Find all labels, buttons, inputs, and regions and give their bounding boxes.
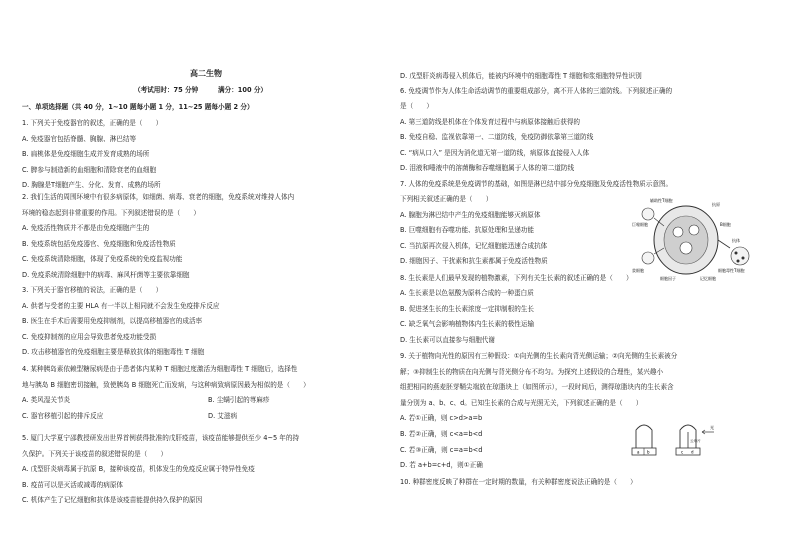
q1-line-1: A. 免疫器官包括脊髓、胸腺、淋巴结等 — [22, 134, 137, 143]
fig7-label-5: 细胞因子 — [660, 276, 676, 281]
fig7-label-1: 抗原 — [712, 202, 720, 207]
q3-line-2: B. 医生在手术后需要用免疫抑制剂，以提高移植器官的成活率 — [22, 317, 203, 326]
q5-line-2: A. 戊型肝炎病毒属于抗原 B，接种该疫苗，机体发生的免疫反应属于特异性免疫 — [22, 465, 255, 474]
q6-line-3: B. 免疫自稳、监视依靠第一、二道防线，免疫防御依靠第三道防线 — [400, 133, 594, 142]
q5-line-3: B. 疫苗可以是灭活或减毒的病原体 — [22, 480, 124, 489]
q8-line-1: A. 生长素是以色氨酸为原料合成的一种蛋白质 — [400, 289, 534, 298]
section-heading: 一、单项选择题（共 40 分，1~10 题每小题 1 分，11~25 题每小题 2 分） — [22, 103, 254, 111]
q4-line-2: A. 类风湿关节炎 — [22, 396, 71, 405]
q9-line-7: D. 若 a+b=c+d，则①正确 — [400, 461, 483, 470]
q4-line-3: B. 尘螨引起的荨麻疹 — [208, 396, 270, 405]
q3-line-1: A. 供者与受者的主要 HLA 有一半以上相同就不会发生免疫排斥反应 — [22, 301, 220, 310]
q2-line-5: D. 免疫系统清除细胞中的病毒、麻风杆菌等主要依靠细胞 — [22, 271, 190, 279]
q9-line-3: 量分别为 a、b、c、d。已知生长素的合成与光照无关，下列叙述正确的是（ ） — [400, 398, 643, 407]
q9-line-2: 组把相同的燕麦胚芽鞘尖端放在琼脂块上（如图所示），一段时间后，测得琼脂块内的生长素含 — [400, 383, 674, 392]
q7-line-1: 下列相关叙述正确的是（ ） — [400, 195, 493, 204]
exam-info: （考试用时：75 分钟 满分：100 分） — [134, 86, 268, 94]
q2-line-2: A. 免疫活性物质并不都是由免疫细胞产生的 — [22, 224, 150, 233]
q7-line-3: B. 巨噬细胞有吞噬功能、抗原处理和呈递功能 — [400, 226, 534, 235]
q1-line-3: C. 脾参与制造新的血细胞和清除衰老的血细胞 — [22, 165, 157, 174]
q5-line-1: 久保护。下列关于该疫苗的叙述错误的是（ ） — [22, 449, 168, 458]
q6-line-0: 6. 免疫调节作为人体生命活动调节的重要组成部分，离不开人体的三道防线。下列叙述正确的 — [400, 87, 673, 95]
q3-line-4: D. 攻击移植器官的免疫细胞主要是释放抗体的细胞毒性 T 细胞 — [22, 348, 205, 357]
q2-line-0: 2. 我们生活的周围环境中有很多病原体，如细菌、病毒、衰老的细胞，免疫系统对维持人体内 — [22, 193, 295, 201]
fig7-label-3: B细胞 — [720, 222, 731, 227]
q10-line: 10. 种群密度反映了种群在一定时期的数量，有关种群密度说法正确的是（ ） — [400, 478, 637, 486]
q8-line-4: D. 生长素可以直接参与细胞代谢 — [400, 335, 495, 344]
q3-line-0: 3. 下列关于器官移植的说法，正确的是（ ） — [22, 286, 163, 294]
fig7-label-7: 细胞毒性T细胞 — [718, 268, 745, 273]
lymph-node-figure — [630, 196, 760, 282]
fig7-label-2: 巨噬细胞 — [632, 222, 648, 227]
q4-line-4: C. 器官移植引起的排斥反应 — [22, 411, 104, 420]
q5-line-0: 5. 厦门大学夏宁邵教授研发出世界首例获得批准的戊肝疫苗，该疫苗能够提供至少 4~5 年的持 — [22, 434, 300, 442]
q6-line-1: 是（ ） — [400, 102, 433, 111]
fig9-label-d: d — [691, 449, 694, 455]
q5-line-4: C. 机体产生了记忆细胞和抗体是该疫苗能提供持久保护的原因 — [22, 496, 203, 505]
q3-line-3: C. 免疫抑制剂的应用会导致患者免疫功能受损 — [22, 332, 157, 341]
fig9-label-light: 光 — [710, 425, 714, 430]
fig7-label-4: 浆细胞 — [632, 268, 644, 273]
page-title: 高二生物 — [190, 69, 222, 78]
q9-line-0: 9. 关于植物向光性的原因有三种假设：①向光侧的生长素向背光侧运输；②向光侧的生长素被分 — [400, 352, 678, 360]
q9-line-6: C. 若③正确，则 c=a=b<d — [400, 445, 483, 454]
fig9-label-a: a — [637, 449, 640, 455]
fig7-label-8: 抗体 — [732, 238, 740, 243]
q6-line-2: A. 第三道防线是机体在个体发育过程中与病原体接触后获得的 — [400, 117, 581, 126]
q1-line-2: B. 扁桃体是免疫细胞生成并发育成熟的场所 — [22, 150, 150, 159]
q7-line-2: A. 腺胞为淋巴结中产生的免疫细胞能够灭病原体 — [400, 210, 541, 219]
q8-line-0: 8. 生长素是人们最早发现的植物激素，下列有关生长素的叙述正确的是（ ） — [400, 274, 633, 282]
fig7-label-6: 记忆细胞 — [700, 276, 716, 281]
q2-line-3: B. 免疫系统包括免疫器官、免疫细胞和免疫活性物质 — [22, 239, 176, 248]
fig7-label-0: 辅助性T细胞 — [650, 198, 673, 203]
q5-line-d: D. 戊型肝炎病毒侵入机体后，能被内环境中的细胞毒性 T 细胞和浆细胞特异性识别 — [400, 72, 642, 80]
fig9-label-c: c — [681, 449, 684, 455]
q9-line-4: A. 若①正确，则 c>d>a=b — [400, 414, 483, 423]
fig9-label-b: b — [647, 449, 650, 455]
q4-line-5: D. 艾滋病 — [208, 411, 238, 420]
fig9-label-mica: 云母片 — [690, 439, 701, 443]
q2-line-1: 环境的稳态起到非常重要的作用。下列叙述错误的是（ ） — [22, 208, 201, 217]
q1-line-4: D. 胸腺是T细胞产生、分化、发育、成熟的场所 — [22, 181, 161, 190]
q4-line-0: 4. 某种胰岛素依赖型糖尿病是由于患者体内某种 T 细胞过度激活为细胞毒性 T 细胞后，选择性 — [22, 365, 298, 373]
q1-line-0: 1. 下列关于免疫器官的叙述，正确的是（ ） — [22, 119, 163, 127]
q7-line-0: 7. 人体的免疫系统是免疫调节的基础，如图是淋巴结中部分免疫细胞及免疫活性物质示意图。 — [400, 180, 673, 188]
coleoptile-figure — [630, 418, 720, 458]
q2-line-4: C. 免疫系统清除细胞，体现了免疫系统的免疫监视功能 — [22, 255, 183, 264]
q4-line-1: 地与胰岛 B 细胞密切接触，致使胰岛 B 细胞死亡而发病，与这种病致病原因最为相似的是（ ） — [22, 380, 310, 389]
q6-line-5: D. 泪液和唾液中的溶菌酶和吞噬细胞属于人体的第二道防线 — [400, 164, 575, 172]
q7-line-5: D. 细胞因子、干扰素和抗生素都属于免疫活性物质 — [400, 257, 548, 265]
q8-line-3: C. 缺乏氧气会影响植物体内生长素的极性运输 — [400, 320, 535, 329]
q6-line-4: C. “病从口入” 是因为消化道无第一道防线，病原体直接侵入人体 — [400, 148, 590, 157]
q9-line-1: 解；③抑制生长的物质在向光侧与背光侧分布不均匀。为探究上述假设的合理性，某兴趣小 — [400, 367, 664, 376]
q9-line-5: B. 若②正确，则 c<a=b<d — [400, 430, 483, 438]
q8-line-2: B. 促进茎生长的生长素浓度一定抑制根的生长 — [400, 304, 534, 313]
q7-line-4: C. 当抗原再次侵入机体，记忆细胞能迅速合成抗体 — [400, 241, 548, 250]
